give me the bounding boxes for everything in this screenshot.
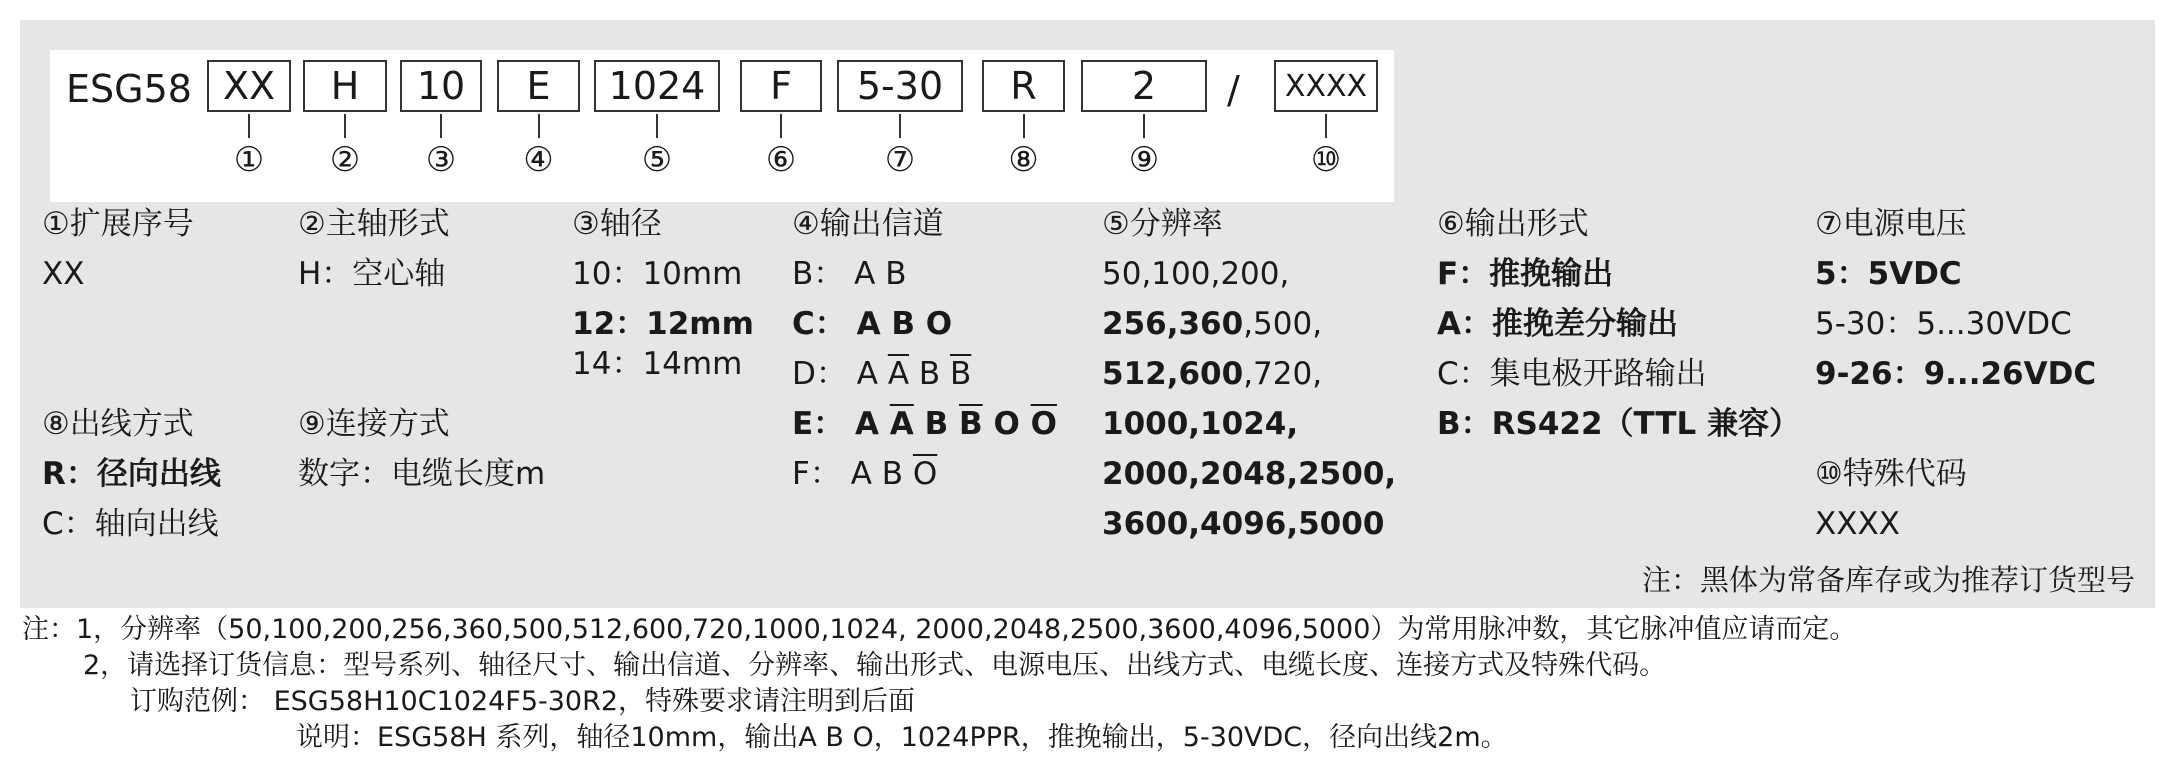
connector-line bbox=[248, 114, 250, 138]
section-special bbox=[1815, 449, 1967, 549]
section-title: ④输出信道 bbox=[792, 206, 944, 242]
option-prefix: E： bbox=[792, 406, 845, 442]
order-example-value: ESG58H10C1024F5-30R2，特殊要求请注明到后面 bbox=[273, 686, 916, 717]
connector-line bbox=[440, 114, 442, 138]
option-prefix: F： bbox=[792, 456, 841, 492]
channel-signal: A bbox=[854, 256, 876, 292]
option-text: 10：10mm bbox=[572, 256, 743, 292]
resolution-line: 50,100,200, bbox=[1102, 256, 1290, 292]
segment-number: ⑦ bbox=[884, 140, 916, 180]
segment-4 bbox=[497, 60, 580, 180]
channel-option-e bbox=[792, 399, 1057, 449]
segment-number: ⑩ bbox=[1310, 140, 1342, 180]
connector-line bbox=[538, 114, 540, 138]
stock-note: 注：黑体为常备库存或为推荐订货型号 bbox=[1641, 563, 2135, 597]
segment-code-box: 10 bbox=[400, 60, 482, 112]
segment-10 bbox=[1274, 60, 1378, 180]
channel-option-f bbox=[792, 449, 1057, 499]
order-example-label: 订购范例： bbox=[130, 686, 265, 717]
option-text: 9-26：9...26VDC bbox=[1815, 356, 2097, 392]
section-channel bbox=[792, 199, 1057, 499]
channel-option-c bbox=[792, 299, 1057, 349]
section-title: ⑧出线方式 bbox=[42, 406, 194, 442]
segment-code-box: 2 bbox=[1081, 60, 1207, 112]
segment-number: ⑥ bbox=[765, 140, 797, 180]
model-slash: / bbox=[1227, 68, 1240, 112]
section-title: ⑤分辨率 bbox=[1102, 206, 1223, 242]
channel-signal: O bbox=[993, 406, 1020, 442]
section-output-form bbox=[1437, 199, 1800, 449]
channel-signal: B bbox=[885, 256, 907, 292]
note-line-3 bbox=[130, 684, 1964, 720]
channel-signal: B bbox=[881, 456, 904, 492]
section-title: ②主轴形式 bbox=[298, 206, 450, 242]
channel-signal: A bbox=[850, 456, 872, 492]
section-title: ①扩展序号 bbox=[42, 206, 194, 242]
segment-code-box: XX bbox=[207, 60, 291, 112]
channel-signal-inverted: $\overline{A}$ bbox=[887, 356, 910, 392]
segment-code-box: F bbox=[740, 60, 822, 112]
segment-number: ③ bbox=[425, 140, 457, 180]
segment-3 bbox=[400, 60, 482, 180]
channel-signal-inverted: $\overline{A}$ bbox=[889, 406, 914, 442]
option-prefix: B： bbox=[792, 256, 845, 292]
resolution-line: 3600,4096,5000 bbox=[1102, 506, 1385, 542]
resolution-line: 256,360,500, bbox=[1102, 306, 1323, 342]
segment-2 bbox=[303, 60, 387, 180]
note-line-1: 注：1，分辨率（50,100,200,256,360,500,512,600,720,1000,1024, 2000,2048,2500,3600,4096,5000）为常用脉冲数，其它脉冲值应请而定。 bbox=[22, 614, 1857, 645]
footnotes bbox=[22, 612, 1856, 756]
option-text: H：空心轴 bbox=[298, 256, 446, 292]
segment-1 bbox=[207, 60, 291, 180]
model-code-diagram bbox=[50, 50, 1394, 202]
segment-number: ⑤ bbox=[641, 140, 673, 180]
resolution-line: 512,600,720, bbox=[1102, 356, 1323, 392]
option-text: XX bbox=[42, 256, 85, 292]
section-title: ③轴径 bbox=[572, 206, 662, 242]
section-power bbox=[1815, 199, 2096, 399]
connector-line bbox=[1023, 114, 1025, 138]
section-shaft-form bbox=[298, 199, 450, 299]
segment-code-box: E bbox=[497, 60, 580, 112]
channel-option-b bbox=[792, 249, 1057, 299]
connector-line bbox=[780, 114, 782, 138]
segment-code-box: R bbox=[982, 60, 1065, 112]
option-prefix: D： bbox=[792, 356, 847, 392]
segment-7 bbox=[837, 60, 963, 180]
segment-6 bbox=[740, 60, 822, 180]
channel-signal-inverted: $\overline{B}$ bbox=[950, 356, 972, 392]
section-title: ⑩特殊代码 bbox=[1815, 456, 1967, 492]
section-extension bbox=[42, 199, 194, 299]
segment-number: ① bbox=[233, 140, 265, 180]
section-title: ⑦电源电压 bbox=[1815, 206, 1967, 242]
channel-signal: B bbox=[918, 356, 941, 392]
option-text: C：轴向出线 bbox=[42, 506, 219, 542]
section-shaft-diameter bbox=[572, 199, 754, 389]
section-title: ⑥输出形式 bbox=[1437, 206, 1589, 242]
resolution-line: 2000,2048,2500, bbox=[1102, 456, 1397, 492]
section-outlet bbox=[42, 399, 221, 549]
option-text: 数字：电缆长度m bbox=[298, 456, 546, 492]
segment-code-box: XXXX bbox=[1274, 60, 1378, 112]
model-prefix: ESG58 bbox=[66, 67, 192, 111]
channel-signal: B bbox=[924, 406, 949, 442]
option-text: C：集电极开路输出 bbox=[1437, 356, 1707, 392]
channel-signal: O bbox=[925, 306, 953, 342]
note-line-2: 2，请选择订货信息：型号系列、轴径尺寸、输出信道、分辨率、输出形式、电源电压、出线方式、电缆长度、连接方式及特殊代码。 bbox=[83, 650, 1667, 681]
channel-signal-inverted: $\overline{O}$ bbox=[1030, 406, 1057, 442]
segment-code-box: 5-30 bbox=[837, 60, 963, 112]
segment-number: ⑧ bbox=[1008, 140, 1039, 180]
channel-signal-inverted: $\overline{B}$ bbox=[959, 406, 983, 442]
option-text: 5：5VDC bbox=[1815, 256, 1962, 292]
segment-9 bbox=[1081, 60, 1207, 180]
option-text: XXXX bbox=[1815, 506, 1900, 542]
note-line-4: 说明：ESG58H 系列，轴径10mm，输出A B O，1024PPR，推挽输出，5-30VDC，径向出线2m。 bbox=[296, 722, 1508, 753]
channel-signal: B bbox=[891, 306, 915, 342]
connector-line bbox=[656, 114, 658, 138]
connector-line bbox=[899, 114, 901, 138]
option-text: 14：14mm bbox=[572, 346, 743, 382]
segment-code-box: 1024 bbox=[594, 60, 720, 112]
segment-8 bbox=[982, 60, 1065, 180]
channel-signal: A bbox=[856, 306, 881, 342]
option-prefix: C： bbox=[792, 306, 846, 342]
section-connect bbox=[298, 399, 545, 499]
segment-number: ⑨ bbox=[1128, 140, 1160, 180]
option-text: 5-30：5...30VDC bbox=[1815, 306, 2072, 342]
section-title: ⑨连接方式 bbox=[298, 406, 450, 442]
segment-number: ② bbox=[329, 140, 361, 180]
connector-line bbox=[1325, 114, 1327, 138]
segment-number: ④ bbox=[523, 140, 554, 180]
connector-line bbox=[344, 114, 346, 138]
channel-option-d bbox=[792, 349, 1057, 399]
option-text: B：RS422（TTL 兼容） bbox=[1437, 406, 1801, 442]
channel-signal: A bbox=[856, 356, 878, 392]
option-text: R：径向出线 bbox=[42, 456, 221, 492]
channel-signal: A bbox=[854, 406, 879, 442]
option-text: F：推挽输出 bbox=[1437, 256, 1614, 292]
option-text: A：推挽差分输出 bbox=[1437, 306, 1678, 342]
connector-line bbox=[1143, 114, 1145, 138]
segment-5 bbox=[594, 60, 720, 180]
section-resolution bbox=[1102, 199, 1396, 549]
segment-code-box: H bbox=[303, 60, 387, 112]
option-text: 12：12mm bbox=[572, 306, 754, 342]
resolution-line: 1000,1024, bbox=[1102, 406, 1299, 442]
specification-panel bbox=[20, 20, 2155, 608]
channel-signal-inverted: $\overline{O}$ bbox=[912, 456, 938, 492]
